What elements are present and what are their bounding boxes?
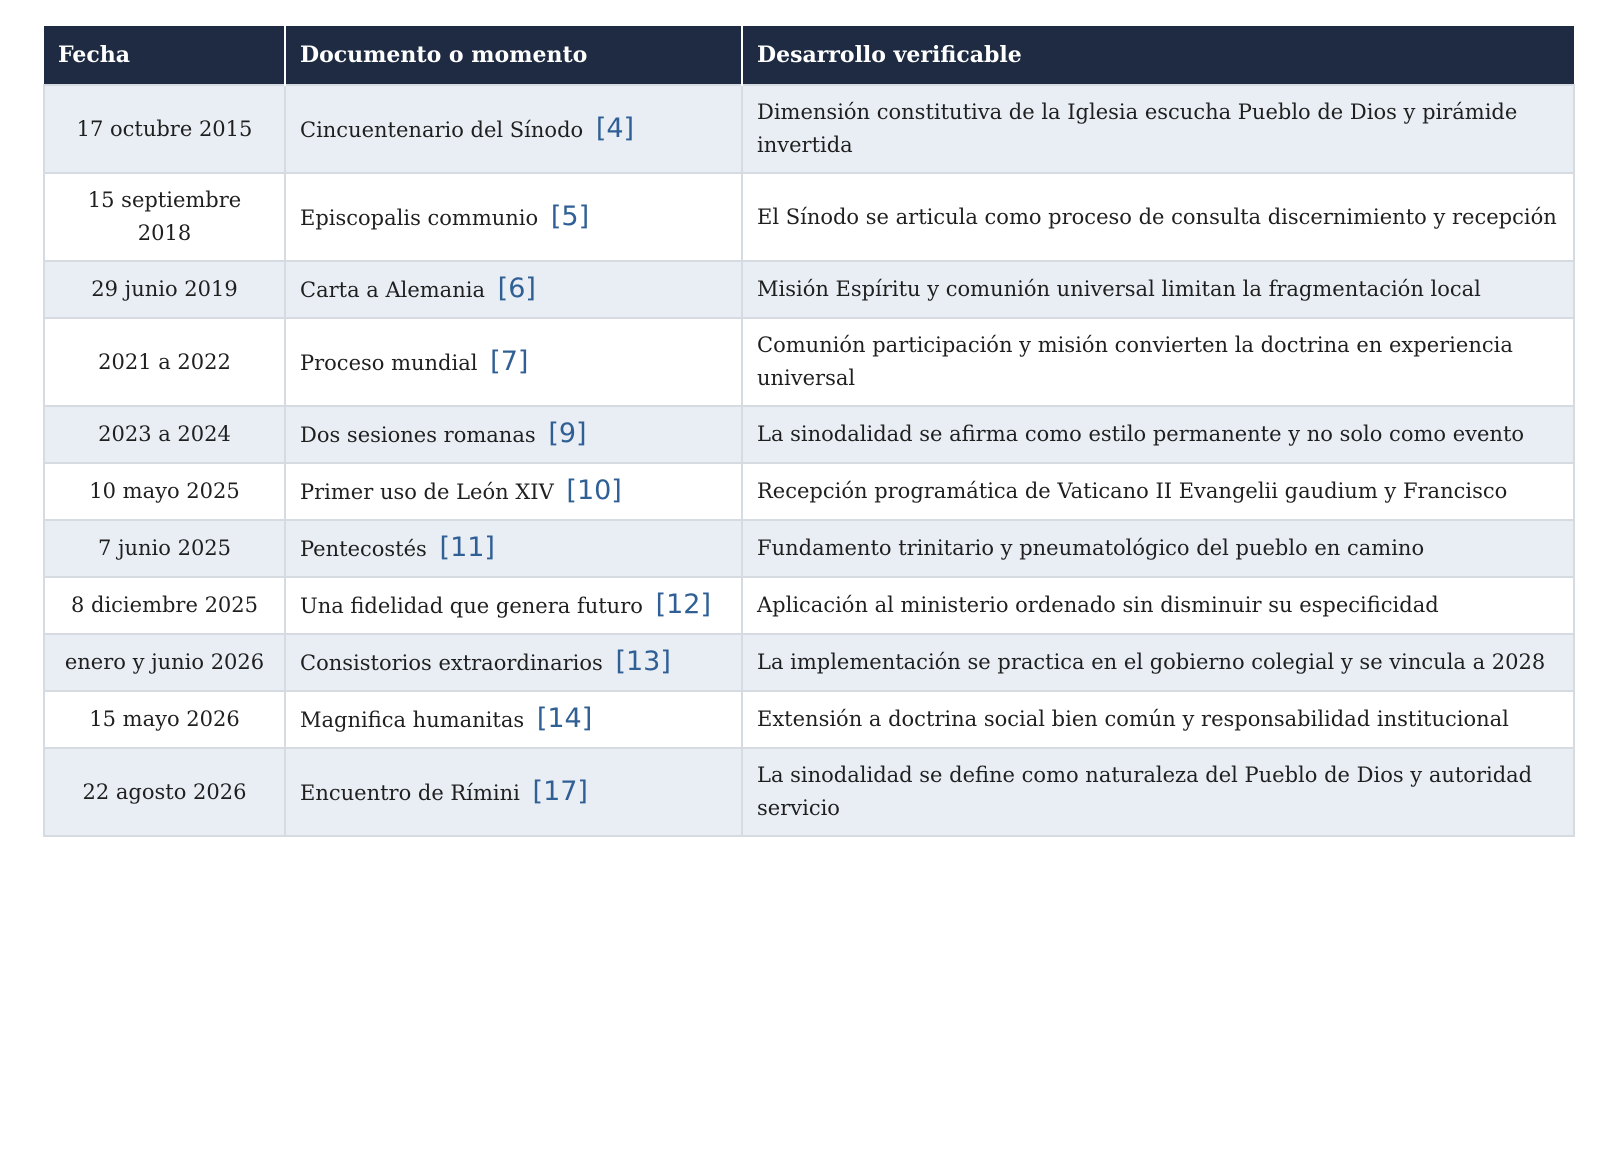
development-cell: La sinodalidad se define como naturaleza del Pueblo de Dios y autoridad servicio — [742, 748, 1574, 836]
reference-link[interactable]: [9] — [548, 418, 587, 449]
reference-link[interactable]: [5] — [550, 200, 590, 232]
document-cell — [285, 261, 742, 318]
date-cell: 8 diciembre 2025 — [44, 577, 285, 634]
header-row — [44, 26, 1574, 85]
development-cell: El Sínodo se articula como proceso de consulta discernimiento y recepción — [742, 173, 1574, 261]
development-cell: Comunión participación y misión convierten la doctrina en experiencia universal — [742, 318, 1574, 406]
table-row — [44, 634, 1574, 691]
date-cell: 22 agosto 2026 — [44, 748, 285, 836]
table-row — [44, 406, 1574, 463]
date-cell: 15 septiembre 2018 — [44, 173, 285, 261]
document-title: Proceso mundial — [300, 350, 478, 375]
document-cell — [285, 748, 742, 836]
document-cell — [285, 85, 742, 173]
document-cell — [285, 406, 742, 463]
development-cell: Extensión a doctrina social bien común y responsabilidad institucional — [742, 691, 1574, 748]
document-title: Carta a Alemania — [300, 278, 485, 302]
date-cell: 29 junio 2019 — [44, 261, 285, 318]
table-body — [44, 85, 1574, 836]
timeline-table-container — [43, 26, 1573, 837]
reference-link[interactable]: [12] — [655, 589, 712, 620]
reference-link[interactable]: [11] — [439, 532, 495, 563]
date-cell: 7 junio 2025 — [44, 520, 285, 577]
document-cell — [285, 691, 742, 748]
document-title: Pentecostés — [300, 537, 427, 561]
table-row — [44, 691, 1574, 748]
document-title: Primer uso de León XIV — [300, 480, 554, 504]
table-row — [44, 463, 1574, 520]
document-cell — [285, 463, 742, 520]
document-title: Una fidelidad que genera futuro — [300, 594, 643, 618]
header-desarrollo: Desarrollo verificable — [742, 26, 1574, 85]
development-cell: La implementación se practica en el gobierno colegial y se vincula a 2028 — [742, 634, 1574, 691]
document-title: Magnifica humanitas — [300, 708, 525, 732]
document-cell — [285, 318, 742, 406]
date-cell: enero y junio 2026 — [44, 634, 285, 691]
document-cell — [285, 520, 742, 577]
document-title: Cincuentenario del Sínodo — [300, 117, 584, 142]
document-title: Encuentro de Rímini — [300, 780, 520, 805]
document-cell — [285, 173, 742, 261]
development-cell: La sinodalidad se afirma como estilo permanente y no solo como evento — [742, 406, 1574, 463]
development-cell: Aplicación al ministerio ordenado sin disminuir su especificidad — [742, 577, 1574, 634]
development-cell: Fundamento trinitario y pneumatológico del pueblo en camino — [742, 520, 1574, 577]
reference-link[interactable]: [6] — [497, 273, 536, 304]
timeline-table — [43, 26, 1575, 837]
document-title: Episcopalis communio — [300, 205, 539, 230]
table-row — [44, 261, 1574, 318]
date-cell: 2021 a 2022 — [44, 318, 285, 406]
table-row — [44, 520, 1574, 577]
date-cell: 15 mayo 2026 — [44, 691, 285, 748]
table-row — [44, 85, 1574, 173]
table-row — [44, 318, 1574, 406]
header-documento: Documento o momento — [285, 26, 742, 85]
document-cell — [285, 634, 742, 691]
date-cell: 2023 a 2024 — [44, 406, 285, 463]
reference-link[interactable]: [14] — [536, 703, 593, 734]
reference-link[interactable]: [17] — [532, 775, 588, 807]
header-fecha: Fecha — [44, 26, 285, 85]
date-cell: 10 mayo 2025 — [44, 463, 285, 520]
development-cell: Dimensión constitutiva de la Iglesia escucha Pueblo de Dios y pirámide invertida — [742, 85, 1574, 173]
table-row — [44, 577, 1574, 634]
table-row — [44, 748, 1574, 836]
document-title: Consistorios extraordinarios — [300, 651, 603, 675]
reference-link[interactable]: [4] — [595, 112, 635, 144]
table-row — [44, 173, 1574, 261]
development-cell: Misión Espíritu y comunión universal limitan la fragmentación local — [742, 261, 1574, 318]
reference-link[interactable]: [10] — [566, 475, 622, 506]
development-cell: Recepción programática de Vaticano II Evangelii gaudium y Francisco — [742, 463, 1574, 520]
reference-link[interactable]: [13] — [615, 646, 671, 677]
reference-link[interactable]: [7] — [490, 345, 529, 377]
table-header — [44, 26, 1574, 85]
document-title: Dos sesiones romanas — [300, 423, 536, 447]
document-cell — [285, 577, 742, 634]
date-cell: 17 octubre 2015 — [44, 85, 285, 173]
